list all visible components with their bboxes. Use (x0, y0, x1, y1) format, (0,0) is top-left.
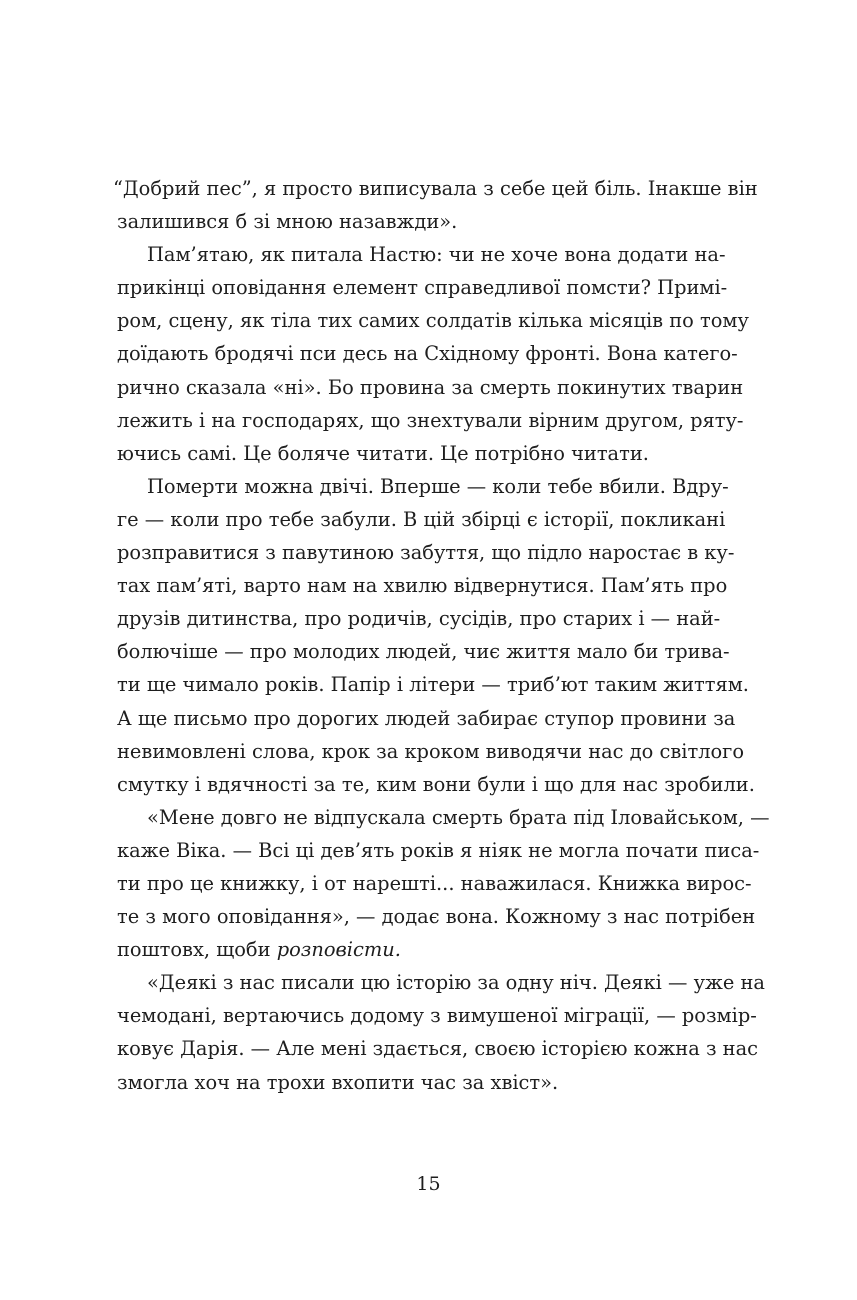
text-line: «Деякі з нас писали цю історію за одну ніч. Деякі — уже на (147, 971, 765, 995)
text-line: доїдають бродячі пси десь на Східному фронті. Вона катего- (117, 342, 738, 366)
text-line: те з мого оповідання», — додає вона. Кожному з нас потрібен (117, 905, 756, 929)
emphasized-word: розповісти. (276, 938, 401, 962)
text-line: “Добрий пес”, я просто виписувала з себе цей біль. Інакше він (113, 177, 758, 200)
text-line: лежить і на господарях, що знехтували вірним другом, ряту- (117, 408, 744, 432)
text-line: А ще письмо про дорогих людей забирає ступор провини за (117, 706, 736, 730)
page-number: 15 (416, 1173, 441, 1195)
text-line: ти про це книжку, і от нарешті... наважилася. Книжка вирос- (117, 871, 752, 895)
text-line: ковує Дарія. — Але мені здається, своєю історією кожна з нас (117, 1037, 759, 1061)
text-line: ти ще чимало років. Папір і літери — триб’ют таким життям. (117, 673, 749, 697)
text-line: змогла хоч на трохи вхопити час за хвіст». (117, 1070, 559, 1094)
text-line: розправитися з павутиною забуття, що підло наростає в ку- (117, 541, 735, 565)
text-line: залишився б зі мною назавжди». (117, 210, 458, 234)
text-line: ге — коли про тебе забули. В цій збірці є історії, покликані (117, 507, 726, 531)
text-line: болючіше — про молодих людей, чиє життя мало би трива- (117, 640, 730, 664)
text-line-main: поштовх, щоби (117, 938, 271, 962)
text-line: Померти можна двічі. Вперше — коли тебе вбили. Вдру- (147, 474, 729, 498)
text-line: ючись самі. Це боляче читати. Це потрібно читати. (117, 441, 649, 465)
text-line: смутку і вдячності за те, ким вони були і що для нас зробили. (117, 772, 755, 796)
text-line: Пам’ятаю, як питала Настю: чи не хоче вона додати на- (147, 243, 726, 267)
text-line: рично сказала «ні». Бо провина за смерть покинутих тварин (117, 375, 744, 399)
text-line: невимовлені слова, крок за кроком виводячи нас до світлого (117, 739, 745, 763)
text-line: ром, сцену, як тіла тих самих солдатів кілька місяців по тому (117, 309, 749, 333)
text-line (117, 933, 700, 966)
page-body (113, 172, 770, 1099)
text-line: чемодані, вертаючись додому з вимушеної міграції, — розмір- (117, 1004, 757, 1028)
text-line: прикінці оповідання елемент справедливої помсти? Примі- (117, 276, 728, 300)
text-line: друзів дитинства, про родичів, сусідів, про старих і — най- (117, 607, 721, 631)
text-line: каже Віка. — Всі ці дев’ять років я ніяк не могла почати писа- (117, 838, 760, 862)
text-line: «Мене довго не відпускала смерть брата під Іловайськом, — (147, 805, 770, 829)
text-line: тах пам’яті, варто нам на хвилю відвернутися. Пам’ять про (117, 574, 728, 598)
